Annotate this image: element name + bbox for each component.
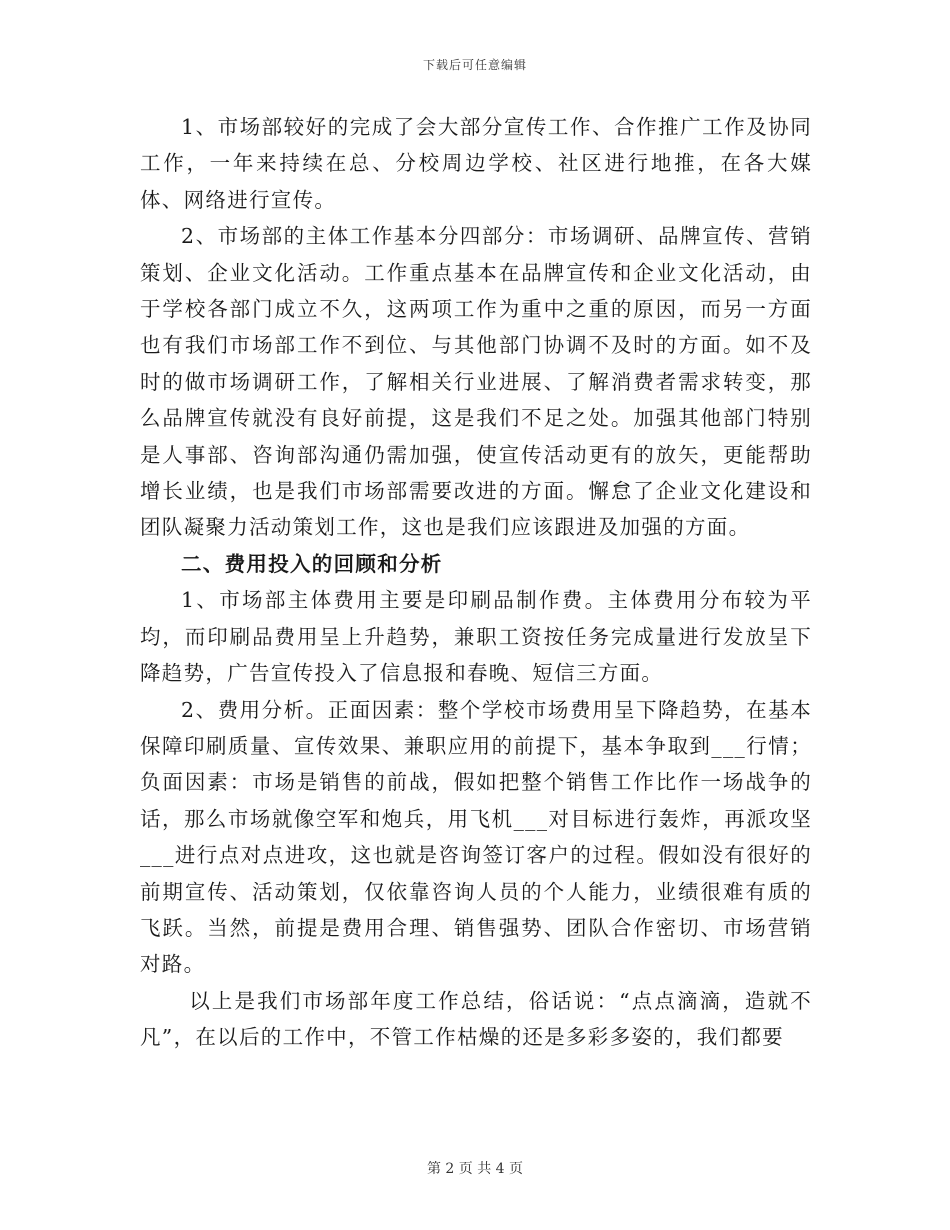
paragraph-cost-1: 1、市场部主体费用主要是印刷品制作费。主体费用分布较为平均，而印刷品费用呈上升趋势，兼职工资按任务完成量进行发放呈下降趋势，广告宣传投入了信息报和春晚、短信三方面。 [140,588,812,686]
paragraph-cost-2: 2、费用分析。正面因素：整个学校市场费用呈下降趋势，在基本保障印刷质量、宣传效果、兼职应用的前提下，基本争取到___行情；负面因素：市场是销售的前战，假如把整个销售工作比作一场战争的话，那么市场就像空军和炮兵，用飞机___对目标进行轰炸，再派攻坚___进行点对点进攻，这也就是咨询签订客户的过程。假如没有很好的前期宣传、活动策划，仅依靠咨询人员的个人能力，业绩很难有质的飞跃。当然，前提是费用合理、销售强势、团队合作密切、市场营销对路。 [140,697,812,977]
paragraph-market-work-2: 2、市场部的主体工作基本分四部分：市场调研、品牌宣传、营销策划、企业文化活动。工作重点基本在品牌宣传和企业文化活动，由于学校各部门成立不久，这两项工作为重中之重的原因，而另一方面也有我们市场部工作不到位、与其他部门协调不及时的方面。如不及时的做市场调研工作，了解相关行业进展、了解消费者需求转变，那么品牌宣传就没有良好前提，这是我们不足之处。加强其他部门特别是人事部、咨询部沟通仍需加强，使宣传活动更有的放矢，更能帮助增长业绩，也是我们市场部需要改进的方面。懈怠了企业文化建设和团队凝聚力活动策划工作，这也是我们应该跟进及加强的方面。 [140,224,812,540]
page-header: 下载后可任意编辑 [422,58,527,72]
paragraph-market-work-1: 1、市场部较好的完成了会大部分宣传工作、合作推广工作及协同工作，一年来持续在总、分校周边学校、社区进行地推，在各大媒体、网络进行宣传。 [140,115,812,212]
document-body [140,109,812,1056]
section-heading-cost-review: 二、费用投入的回顾和分析 [181,551,443,576]
paragraph-conclusion: 以上是我们市场部年度工作总结，俗话说：“点点滴滴，造就不凡”，在以后的工作中，不管工作枯燥的还是多彩多姿的，我们都要 [140,988,812,1050]
page-footer: 第 2 页 共 4 页 [426,1161,524,1177]
